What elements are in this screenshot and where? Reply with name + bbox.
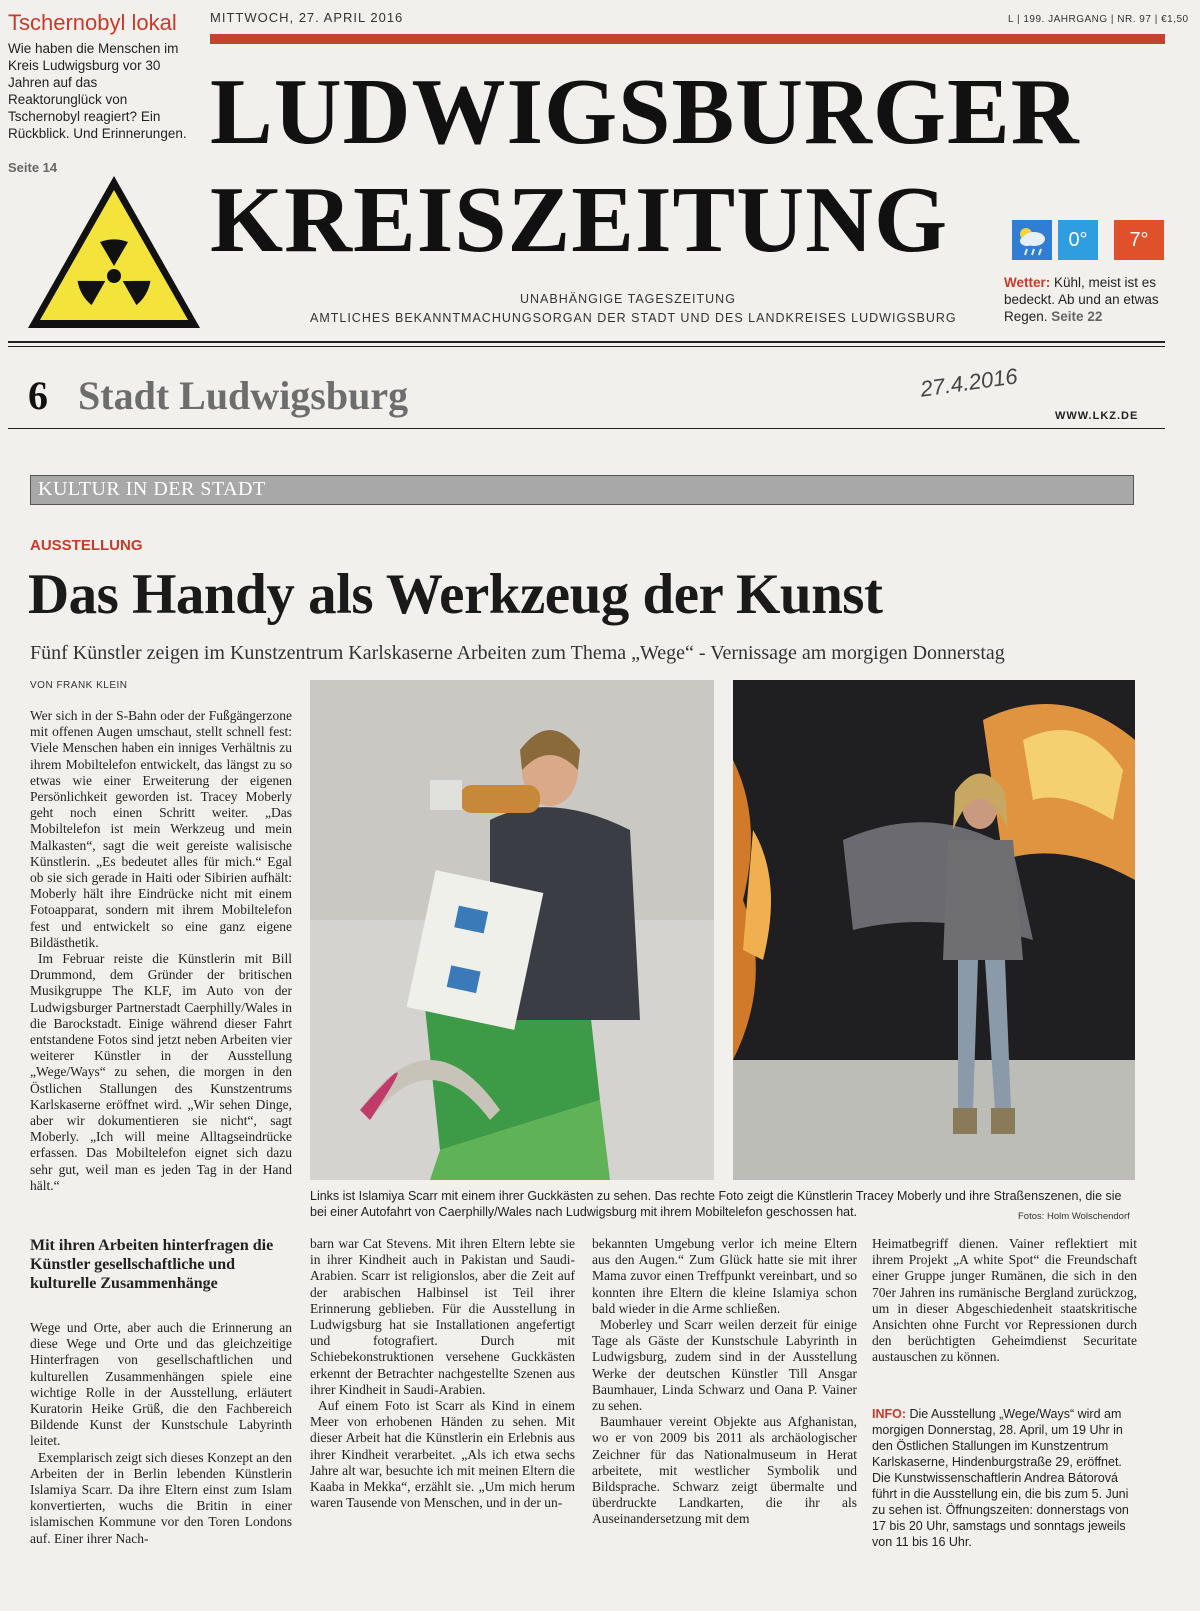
article-subhead: Fünf Künstler zeigen im Kunstzentrum Karlskaserne Arbeiten zum Thema „Wege“ - Vernissage am morgigen Donnerstag: [30, 642, 1005, 664]
article-byline: VON FRANK KLEIN: [30, 680, 128, 691]
article-paragraph: Moberley und Scarr weilen derzeit für einige Tage als Gäste der Kunstschule Labyrinth in Ludwigsburg, zudem sind in der Ausstellung Werke der deutschen Künstler Till Ansgar Baumhauer, Linda Schwarz und Oana P. Vainer zu sehen.: [592, 1317, 857, 1414]
photo-tracey-moberly: [733, 680, 1135, 1180]
article-paragraph: Auf einem Foto ist Scarr als Kind in einem Meer von erhobenen Händen zu sehen. Mit dieser Arbeit hat die Künstlerin ein Erlebnis aus ihrer Kindheit verarbeitet. „Als ich etwa sechs Jahre alt war, besuchte ich mit meinen Eltern die Kaaba in Mekka“, erzählt sie. „Um mich herum waren Tausende von Menschen, und in der un-: [310, 1398, 575, 1511]
teaser-kicker: Tschernobyl lokal: [8, 10, 177, 35]
weather-label: Wetter:: [1004, 275, 1051, 290]
info-box: [872, 1406, 1137, 1550]
masthead-tagline-1: UNABHÄNGIGE TAGESZEITUNG: [520, 292, 736, 306]
issue-info: L | 199. JAHRGANG | NR. 97 | €1,50: [1008, 14, 1189, 25]
article-column-2: [310, 1236, 575, 1511]
page-number: 6: [28, 373, 48, 418]
teaser-page-ref: Seite 14: [8, 160, 58, 175]
photo-credit: Fotos: Holm Wolschendorf: [1018, 1211, 1130, 1222]
masthead-title-line2: KREISZEITUNG: [210, 168, 949, 272]
article-paragraph: Wer sich in der S-Bahn oder der Fußgängerzone mit offenen Augen umschaut, stellt schnell fest: Viele Menschen haben ein inniges Verhältnis zu ihrem Mobiltelefon entwickelt, das längst zu so etwas wie einer Erweiterung der eigenen Persönlichkeit geworden ist. Tracey Moberly geht noch einen Schritt weiter. „Das Mobiltelefon ist mein Werkzeug und mein Malkasten“, sagt die weit gereiste walisische Künstlerin. „Es bedeutet alles für mich.“ Egal ob sie sich gerade in Haiti oder Sibirien aufhält: Moberly hält ihre Eindrücke nicht mit einem Fotoapparat, sondern mit ihrem Mobiltelefon fest und entwickelt so eine ganz eigene Bildästhetik.: [30, 708, 292, 950]
section-title: Stadt Ludwigsburg: [78, 373, 409, 418]
masthead-divider: [8, 341, 1165, 343]
dateline: MITTWOCH, 27. APRIL 2016: [210, 10, 404, 25]
masthead-divider-thin: [8, 346, 1165, 347]
article-column-3: [592, 1236, 857, 1528]
article-paragraph: Wege und Orte, aber auch die Erinnerung an diese Wege und Orte und das gleichzeitige Hinterfragen von gesellschaftlichen und kulturellen Zusammenhängen spiele eine wichtige Rolle in der Ausstellung, erläutert Kuratorin Heike Grüß, die den Fachbereich Bildende Kunst der Kunstschule Labyrinth leitet.: [30, 1320, 292, 1449]
info-label: INFO:: [872, 1407, 907, 1421]
photo-caption: Links ist Islamiya Scarr mit einem ihrer Guckkästen zu sehen. Das rechte Foto zeigt die Künstlerin Tracey Moberly und ihre Straßenszenen, die sie bei einer Autofahrt von Caerphilly/Wales nach Ludwigsburg mit ihrem Mobiltelefon geschossen hat.: [310, 1189, 1122, 1219]
article-paragraph: Baumhauer vereint Objekte aus Afghanistan, wo er von 2009 bis 2011 als archäologischer Zeichner für das Nationalmuseum in Herat arbeitete, mit westlicher Symbolik und Bildsprache. Schwarz zeigt übermalte und überdruckte Landkarten, die ihr als Auseinandersetzung mit dem: [592, 1414, 857, 1527]
photo-islamiya-scarr: [310, 680, 714, 1180]
article-paragraph: Exemplarisch zeigt sich dieses Konzept an den Arbeiten der in Berlin lebenden Künstlerin Islamiya Scarr. Da ihre Eltern einst zum Islam konvertierten, wuchs die Britin in einer islamischen Kommune vor den Toren Londons auf. Einer ihrer Nach-: [30, 1449, 292, 1546]
article-headline: Das Handy als Werkzeug der Kunst: [28, 563, 883, 626]
masthead-red-bar: [210, 34, 1165, 44]
weather-summary: [1004, 274, 1164, 325]
weather-text: Kühl, meist ist es bedeckt. Ab und an etwas Regen.: [1004, 275, 1159, 324]
temperature-high: 7°: [1114, 220, 1164, 260]
info-text: Die Ausstellung „Wege/Ways“ wird am morgigen Donnerstag, 28. April, um 19 Uhr in den Östlichen Stallungen im Kunstzentrum Karlskaserne, Hindenburgstraße 29, eröffnet. Die Kunstwissenschaftlerin Andrea Bátorová führt in die Ausstellung ein, die bis zum 5. Juni zu sehen ist. Öffnungszeiten: donnerstags von 17 bis 20 Uhr, samstags und sonntags jeweils von 11 bis 16 Uhr.: [872, 1407, 1129, 1549]
masthead-tagline-2: AMTLICHES BEKANNTMACHUNGSORGAN DER STADT UND DES LANDKREISES LUDWIGSBURG: [310, 311, 957, 325]
article-paragraph: barn war Cat Stevens. Mit ihren Eltern lebte sie in ihrer Kindheit auch in Pakistan und Saudi-Arabien. Scarr ist religionslos, aber die Zeit auf der arabischen Halbinsel ist Teil ihrer Erinnerung geblieben. Für die Ausstellung in Ludwigsburg hat sie Installationen angefertigt und fotografiert. Durch mit Schiebekonstruktionen versehene Guckkästen erkennt der Betrachter nachgestellte Szenen aus ihrer Kindheit in Saudi-Arabien.: [310, 1236, 575, 1397]
masthead-title-line1: LUDWIGSBURGER: [210, 60, 1080, 164]
article-column-1-bottom: [30, 1320, 292, 1547]
cloud-rain-sun-icon: [1012, 220, 1052, 260]
teaser-text: Wie haben die Menschen im Kreis Ludwigsburg vor 30 Jahren auf das Reaktorunglück von Tschernobyl reagiert? Ein Rückblick. Und Erinnerungen.: [8, 41, 187, 141]
article-paragraph: Heimatbegriff dienen. Vainer reflektiert mit ihrem Projekt „A white Spot“ die Freundschaft einer Gruppe junger Rumänen, die sich in den 70er Jahren ins rumänische Bergland zurückzog, um in dieser Abgeschiedenheit staatskritische Ansichten ohne Furcht vor Repressionen durch den berüchtigten Geheimdienst Securitate austauschen zu können.: [872, 1236, 1137, 1365]
article-column-4: [872, 1236, 1137, 1366]
radiation-warning-icon: [24, 172, 204, 332]
article-paragraph: Im Februar reiste die Künstlerin mit Bill Drummond, dem Gründer der britischen Musikgruppe The KLF, im Auto von der Ludwigsburger Partnerstadt Caerphilly/Wales in die Barockstadt. Einige während dieser Fahrt entstandene Fotos sind jetzt neben Arbeiten vier weiterer Künstler in der Ausstellung „Wege/Ways“ zu sehen, die morgen in den Östlichen Stallungen des Kunstzentrums Karlskaserne eröffnet wird. „Wir sehen Dinge, aber wir dokumentieren sie nicht“, sagt Moberly. „Ich will meine Alltagseindrücke erfassen. Das Mobiltelefon eignet sich dazu sehr gut, weil man es jeden Tag in der Hand hält.“: [30, 951, 292, 1193]
rubric-label: KULTUR IN DER STADT: [38, 478, 266, 500]
temperature-low: 0°: [1058, 220, 1098, 260]
article-column-1-top: [30, 708, 292, 1194]
article-kicker: AUSSTELLUNG: [30, 537, 143, 554]
article-intertitle: Mit ihren Arbeiten hinterfragen die Künstler gesellschaftliche und kulturelle Zusammenhänge: [30, 1237, 274, 1292]
website-url: WWW.LKZ.DE: [1055, 410, 1139, 422]
handwritten-date-note: 27.4.2016: [918, 363, 1020, 402]
section-divider: [8, 428, 1165, 429]
weather-page-ref: Seite 22: [1051, 309, 1103, 324]
article-paragraph: bekannten Umgebung verlor ich meine Eltern aus den Augen.“ Zum Glück hatte sie mit ihrer Mama zuvor einen Treffpunkt vereinbart, und so konnten ihre Eltern die kleine Islamiya schon bald wieder in die Arme schließen.: [592, 1236, 857, 1316]
